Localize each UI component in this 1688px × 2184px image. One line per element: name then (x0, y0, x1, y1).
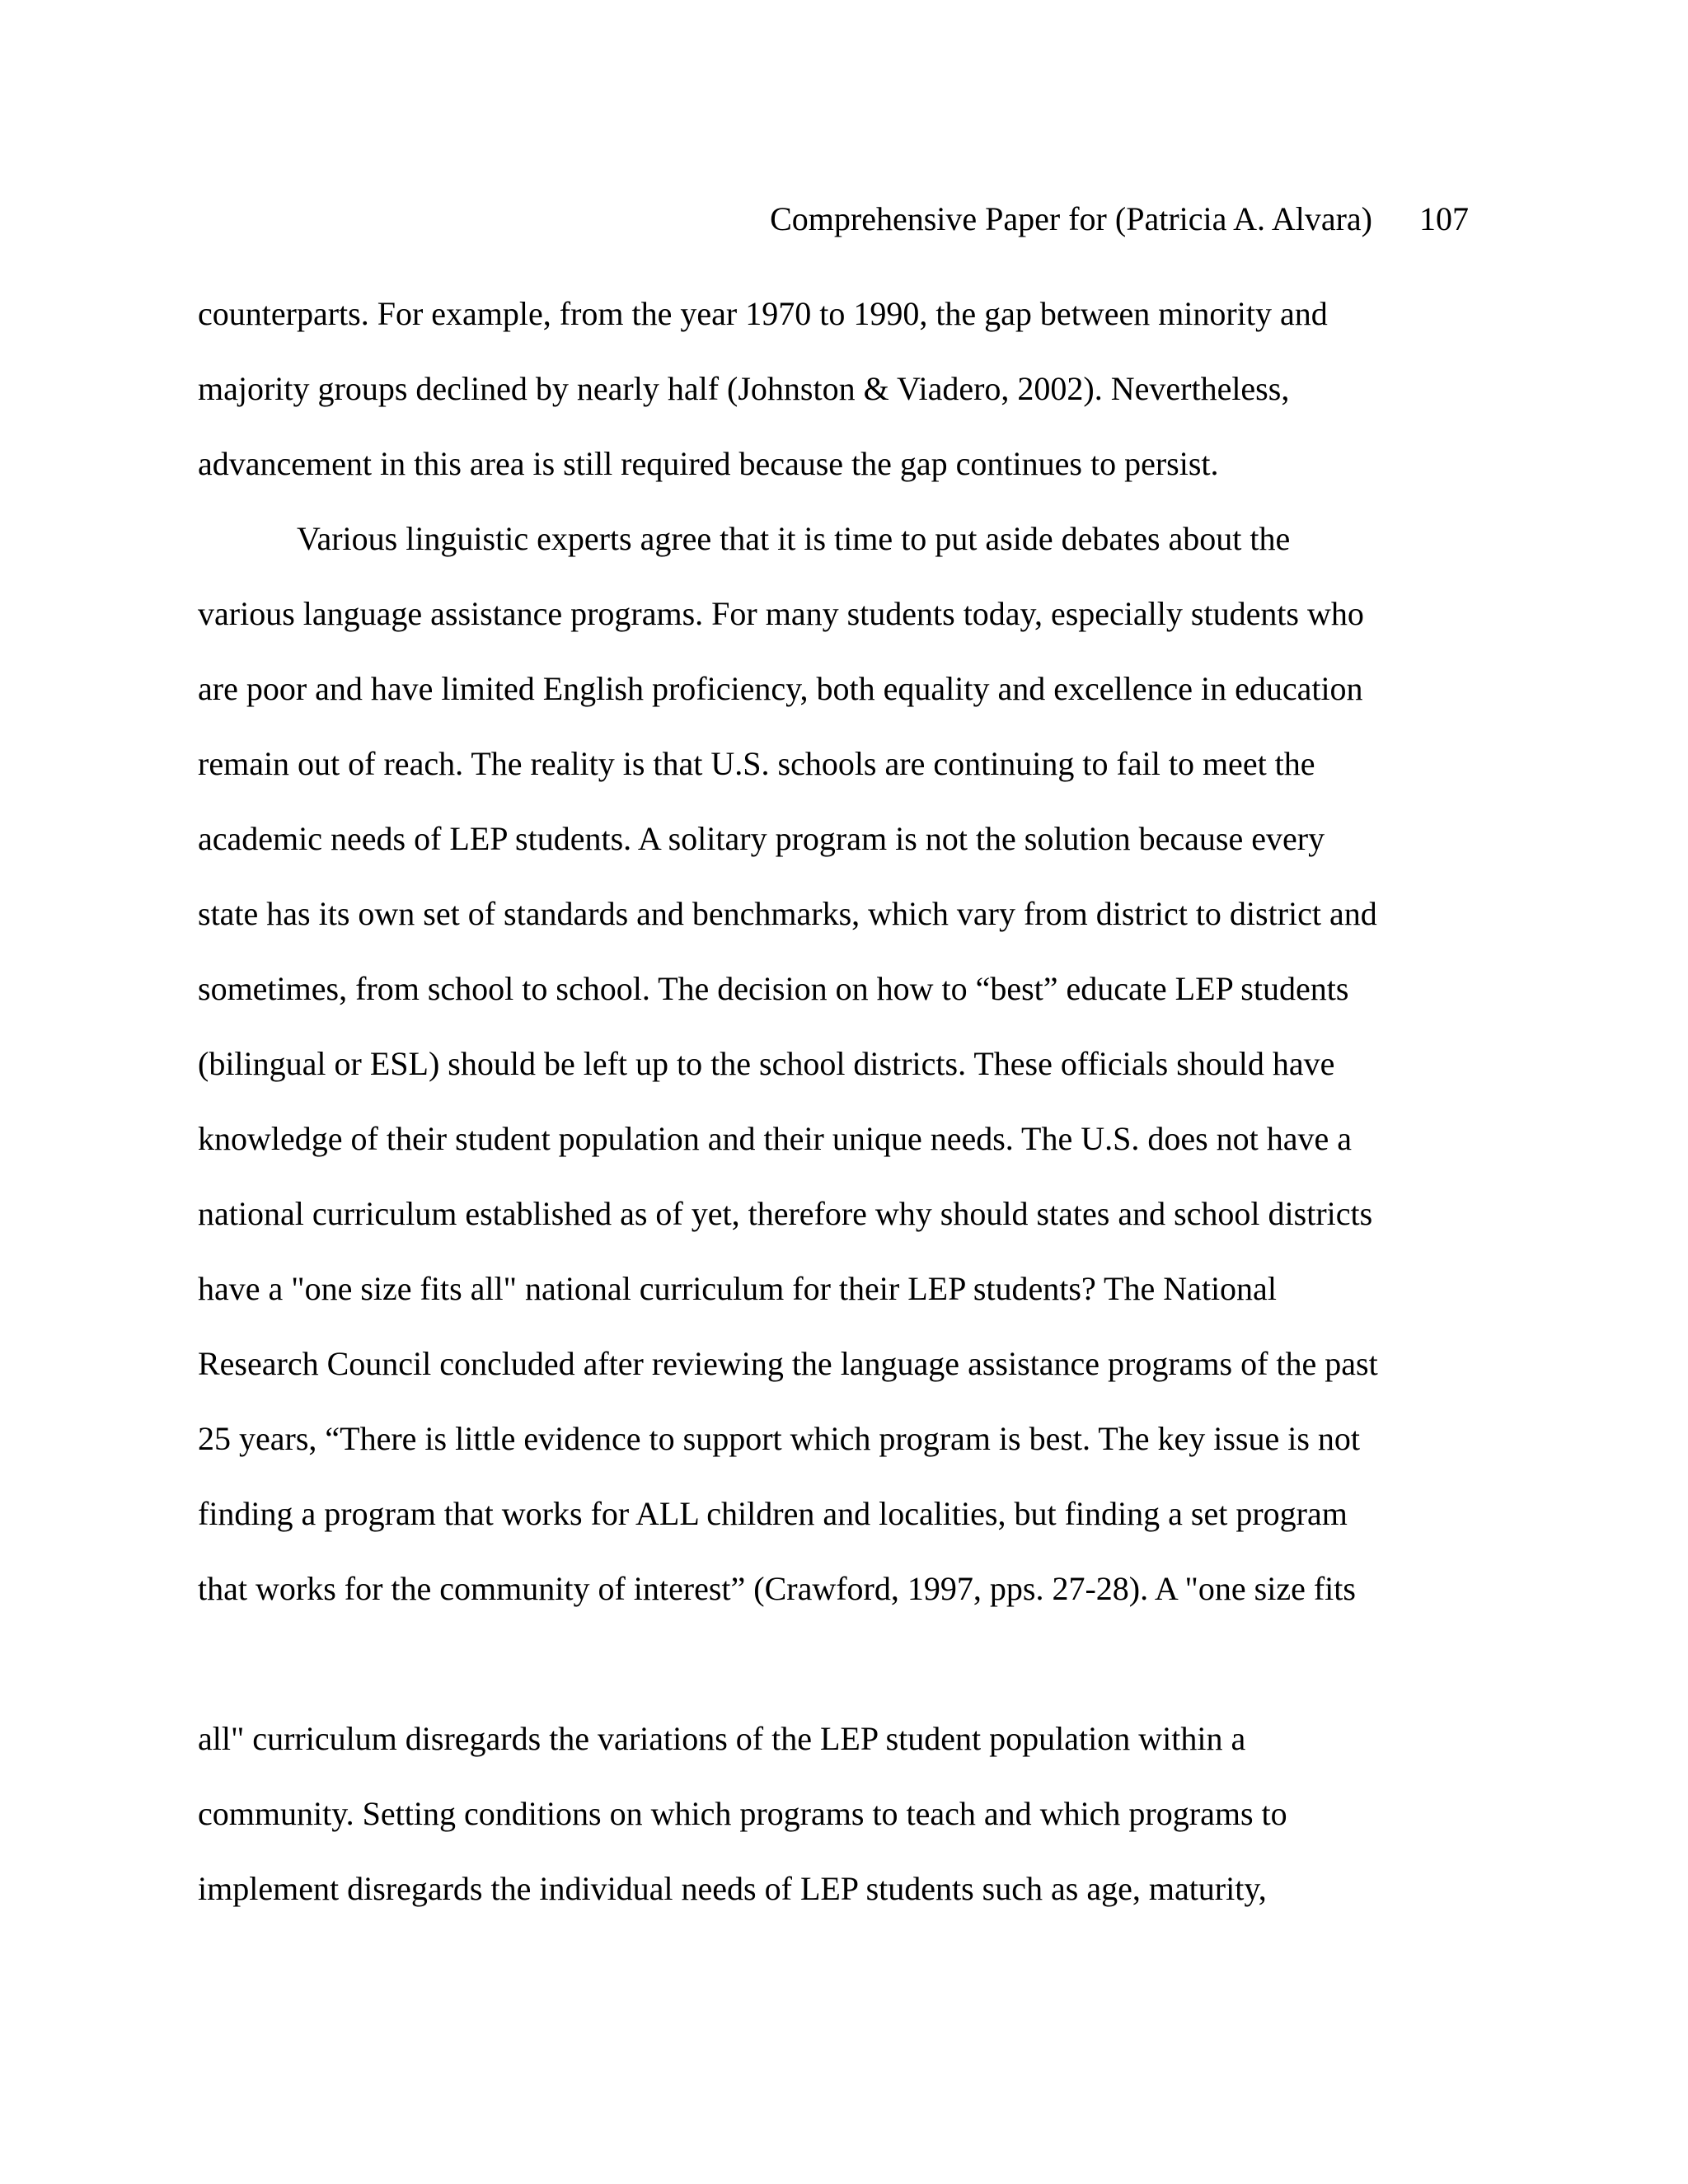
body-text-line: remain out of reach. The reality is that U.S. schools are continuing to fail to meet the (198, 745, 1315, 782)
body-text-line: state has its own set of standards and benchmarks, which vary from district to district and (198, 895, 1377, 932)
body-text-line: community. Setting conditions on which programs to teach and which programs to (198, 1795, 1287, 1832)
body-text-line: Research Council concluded after reviewing the language assistance programs of the past (198, 1345, 1378, 1382)
paragraph-first-line: Various linguistic experts agree that it is time to put aside debates about the (297, 520, 1291, 557)
body-text-line: implement disregards the individual needs of LEP students such as age, maturity, (198, 1870, 1267, 1907)
body-text-line: majority groups declined by nearly half (Johnston & Viadero, 2002). Nevertheless, (198, 370, 1290, 407)
body-text-line: academic needs of LEP students. A solitary program is not the solution because every (198, 820, 1325, 857)
body-text-line: advancement in this area is still required because the gap continues to persist. (198, 445, 1219, 482)
running-head-title: Comprehensive Paper for (Patricia A. Alvara) (770, 200, 1372, 237)
body-text-line: finding a program that works for ALL children and localities, but finding a set program (198, 1495, 1348, 1532)
body-text-line: sometimes, from school to school. The decision on how to “best” educate LEP students (198, 970, 1349, 1007)
body-text-line: various language assistance programs. For many students today, especially students who (198, 595, 1364, 632)
body-text-line: counterparts. For example, from the year 1970 to 1990, the gap between minority and (198, 295, 1328, 332)
body-text-line: knowledge of their student population and their unique needs. The U.S. does not have a (198, 1120, 1353, 1157)
page-number: 107 (1419, 200, 1469, 237)
body-text-line: all" curriculum disregards the variations of the LEP student population within a (198, 1720, 1246, 1757)
body-text-line: are poor and have limited English proficiency, both equality and excellence in education (198, 670, 1363, 707)
body-text-line: have a "one size fits all" national curriculum for their LEP students? The National (198, 1270, 1277, 1307)
body-text-line: 25 years, “There is little evidence to support which program is best. The key issue is not (198, 1420, 1361, 1457)
running-head (0, 194, 1688, 244)
body-text-line: that works for the community of interest” (Crawford, 1997, pps. 27-28). A "one size fits (198, 1570, 1356, 1607)
body-text-line: national curriculum established as of yet, therefore why should states and school districts (198, 1195, 1373, 1232)
body-text-line: (bilingual or ESL) should be left up to the school districts. These officials should have (198, 1045, 1335, 1082)
